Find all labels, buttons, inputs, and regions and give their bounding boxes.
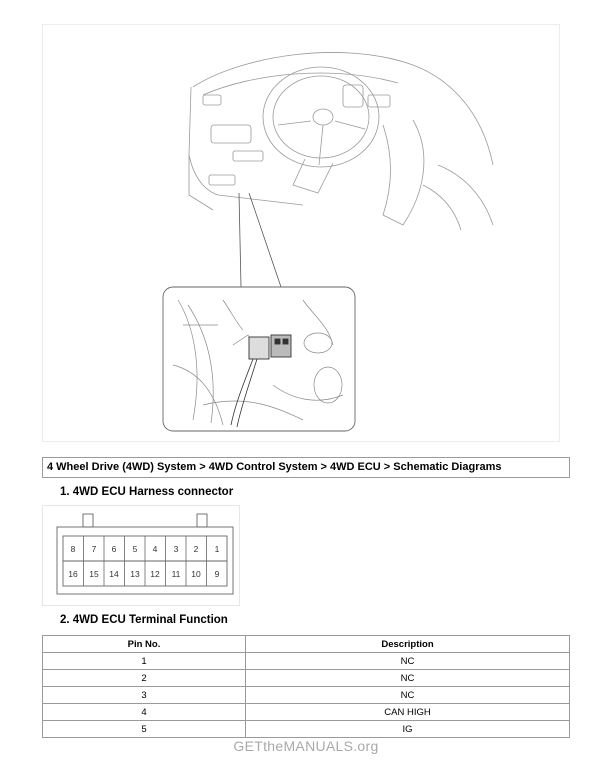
pin-number: 2 — [43, 670, 246, 687]
pin-number: 3 — [43, 687, 246, 704]
pin-label-1: 1 — [214, 544, 220, 554]
pin-label-6: 6 — [111, 544, 117, 554]
header-description: Description — [246, 636, 570, 653]
pin-description: NC — [246, 687, 570, 704]
pin-label-3: 3 — [173, 544, 179, 554]
pin-label-9: 9 — [214, 569, 220, 579]
pin-label-4: 4 — [152, 544, 158, 554]
ecu-location-illustration — [42, 24, 560, 442]
table-row — [43, 670, 570, 687]
pin-label-11: 11 — [171, 569, 181, 579]
pin-number: 5 — [43, 721, 246, 738]
pin-label-10: 10 — [191, 569, 201, 579]
table-row — [43, 704, 570, 721]
pin-label-16: 16 — [68, 569, 78, 579]
connector-drawing — [43, 506, 241, 607]
pin-label-12: 12 — [150, 569, 160, 579]
pin-label-8: 8 — [70, 544, 76, 554]
table-row — [43, 721, 570, 738]
dashboard-drawing — [43, 25, 561, 443]
header-pin-no: Pin No. — [43, 636, 246, 653]
pin-label-7: 7 — [91, 544, 97, 554]
harness-connector-diagram — [42, 505, 240, 606]
pin-label-5: 5 — [132, 544, 138, 554]
pin-label-13: 13 — [130, 569, 140, 579]
pin-description: CAN HIGH — [246, 704, 570, 721]
pin-description: IG — [246, 721, 570, 738]
pin-number: 4 — [43, 704, 246, 721]
section-title-harness-connector: 1. 4WD ECU Harness connector — [60, 486, 234, 498]
pin-number: 1 — [43, 653, 246, 670]
watermark: GETtheMANUALS.org — [233, 738, 379, 754]
table-row — [43, 687, 570, 704]
pin-label-15: 15 — [89, 569, 99, 579]
pin-description: NC — [246, 653, 570, 670]
section-title-terminal-function: 2. 4WD ECU Terminal Function — [60, 614, 228, 626]
pin-label-14: 14 — [109, 569, 119, 579]
pin-label-2: 2 — [193, 544, 199, 554]
terminal-function-table — [42, 635, 570, 738]
table-header-row — [43, 636, 570, 653]
breadcrumb: 4 Wheel Drive (4WD) System > 4WD Control System > 4WD ECU > Schematic Diagrams — [42, 457, 570, 478]
pin-description: NC — [246, 670, 570, 687]
table-row — [43, 653, 570, 670]
